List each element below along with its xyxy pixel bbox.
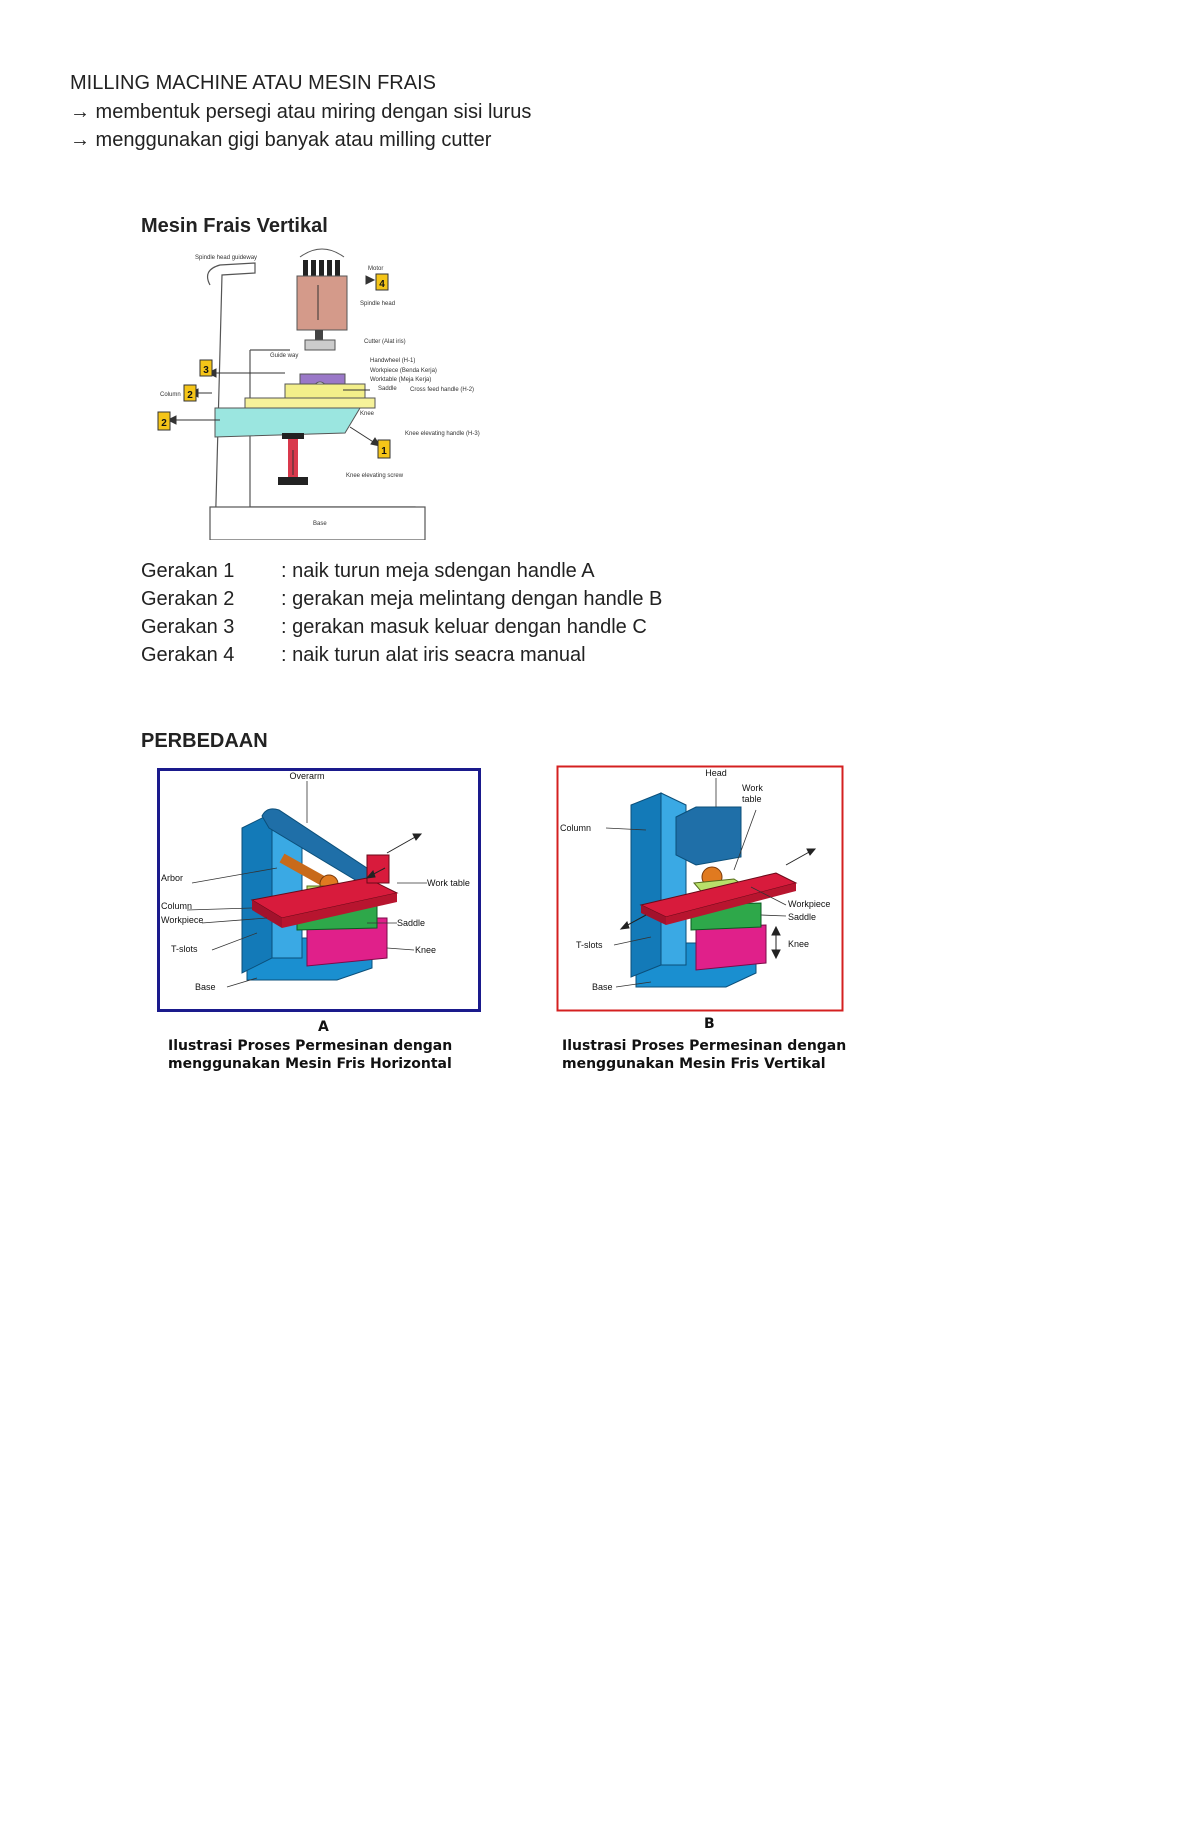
label-b-head: Head [705, 768, 727, 778]
bullet-2: → menggunakan gigi banyak atau milling cutter [70, 129, 492, 151]
movement-label: Gerakan 3 [141, 616, 235, 638]
label-b-worktable-2: table [742, 794, 762, 804]
tag-2a: 2 [161, 418, 167, 429]
movement-desc: : gerakan masuk keluar dengan handle C [281, 616, 647, 638]
label-b-workpiece: Workpiece [788, 899, 831, 909]
label-b-knee: Knee [788, 939, 810, 949]
label-knee-screw: Knee elevating screw [346, 473, 404, 479]
label-b-saddle: Saddle [788, 912, 817, 922]
difference-heading: PERBEDAAN [141, 730, 268, 752]
figure-a-caption-1: Ilustrasi Proses Permesinan dengan [168, 1038, 453, 1054]
page-title: MILLING MACHINE ATAU MESIN FRAIS [70, 72, 436, 94]
label-b-base: Base [592, 982, 613, 992]
figure-a-caption-2: menggunakan Mesin Fris Horizontal [168, 1056, 452, 1072]
label-b-column: Column [560, 823, 592, 833]
label-a-worktable: Work table [427, 878, 470, 888]
label-a-knee: Knee [415, 945, 437, 955]
label-cross-feed: Cross feed handle (H-2) [410, 387, 475, 393]
label-column: Column [160, 392, 181, 398]
label-a-tslots: T-slots [171, 944, 198, 954]
bullet-1: → membentuk persegi atau miring dengan sisi lurus [70, 101, 532, 123]
movement-label: Gerakan 1 [141, 560, 235, 582]
label-worktable: Worktable (Meja Kerja) [370, 377, 432, 383]
horizontal-milling-figure [157, 768, 481, 1012]
label-knee-handle: Knee elevating handle (H-3) [405, 431, 480, 437]
label-spindle-guideway: Spindle head guideway [195, 255, 258, 261]
label-workpiece: Workpiece (Benda Kerja) [370, 368, 437, 374]
label-a-workpiece: Workpiece [161, 915, 204, 925]
label-cutter: Cutter (Alat iris) [364, 339, 406, 345]
figure-a-letter: A [318, 1019, 329, 1035]
movement-label: Gerakan 4 [141, 644, 235, 666]
figure-b-letter: B [704, 1016, 715, 1032]
label-b-worktable-1: Work [742, 783, 763, 793]
figure-b-caption-1: Ilustrasi Proses Permesinan dengan [562, 1038, 847, 1054]
movement-desc: : naik turun meja sdengan handle A [281, 560, 595, 582]
label-a-base: Base [195, 982, 216, 992]
figure-b-caption-2: menggunakan Mesin Fris Vertikal [562, 1056, 826, 1072]
tag-1: 1 [381, 446, 387, 457]
movement-desc: : naik turun alat iris seacra manual [281, 644, 586, 666]
label-a-saddle: Saddle [397, 918, 426, 928]
label-spindle-head: Spindle head [360, 301, 396, 307]
movement-label: Gerakan 2 [141, 588, 235, 610]
label-motor: Motor [368, 266, 384, 272]
tag-4: 4 [379, 279, 385, 290]
label-handwheel: Handwheel (H-1) [370, 358, 416, 364]
vertical-milling-figure [556, 765, 844, 1012]
tag-3: 3 [203, 365, 209, 376]
label-guide-way: Guide way [270, 353, 299, 359]
vertical-heading: Mesin Frais Vertikal [141, 215, 328, 237]
label-knee: Knee [360, 411, 375, 417]
label-a-arbor: Arbor [161, 873, 184, 883]
label-saddle: Saddle [378, 386, 397, 392]
label-a-overarm: Overarm [289, 771, 325, 781]
label-b-tslots: T-slots [576, 940, 603, 950]
movement-desc: : gerakan meja melintang dengan handle B [281, 588, 663, 610]
label-base: Base [313, 521, 327, 527]
tag-2b: 2 [187, 390, 193, 401]
vertical-milling-diagram [150, 245, 520, 540]
label-a-column: Column [161, 901, 193, 911]
